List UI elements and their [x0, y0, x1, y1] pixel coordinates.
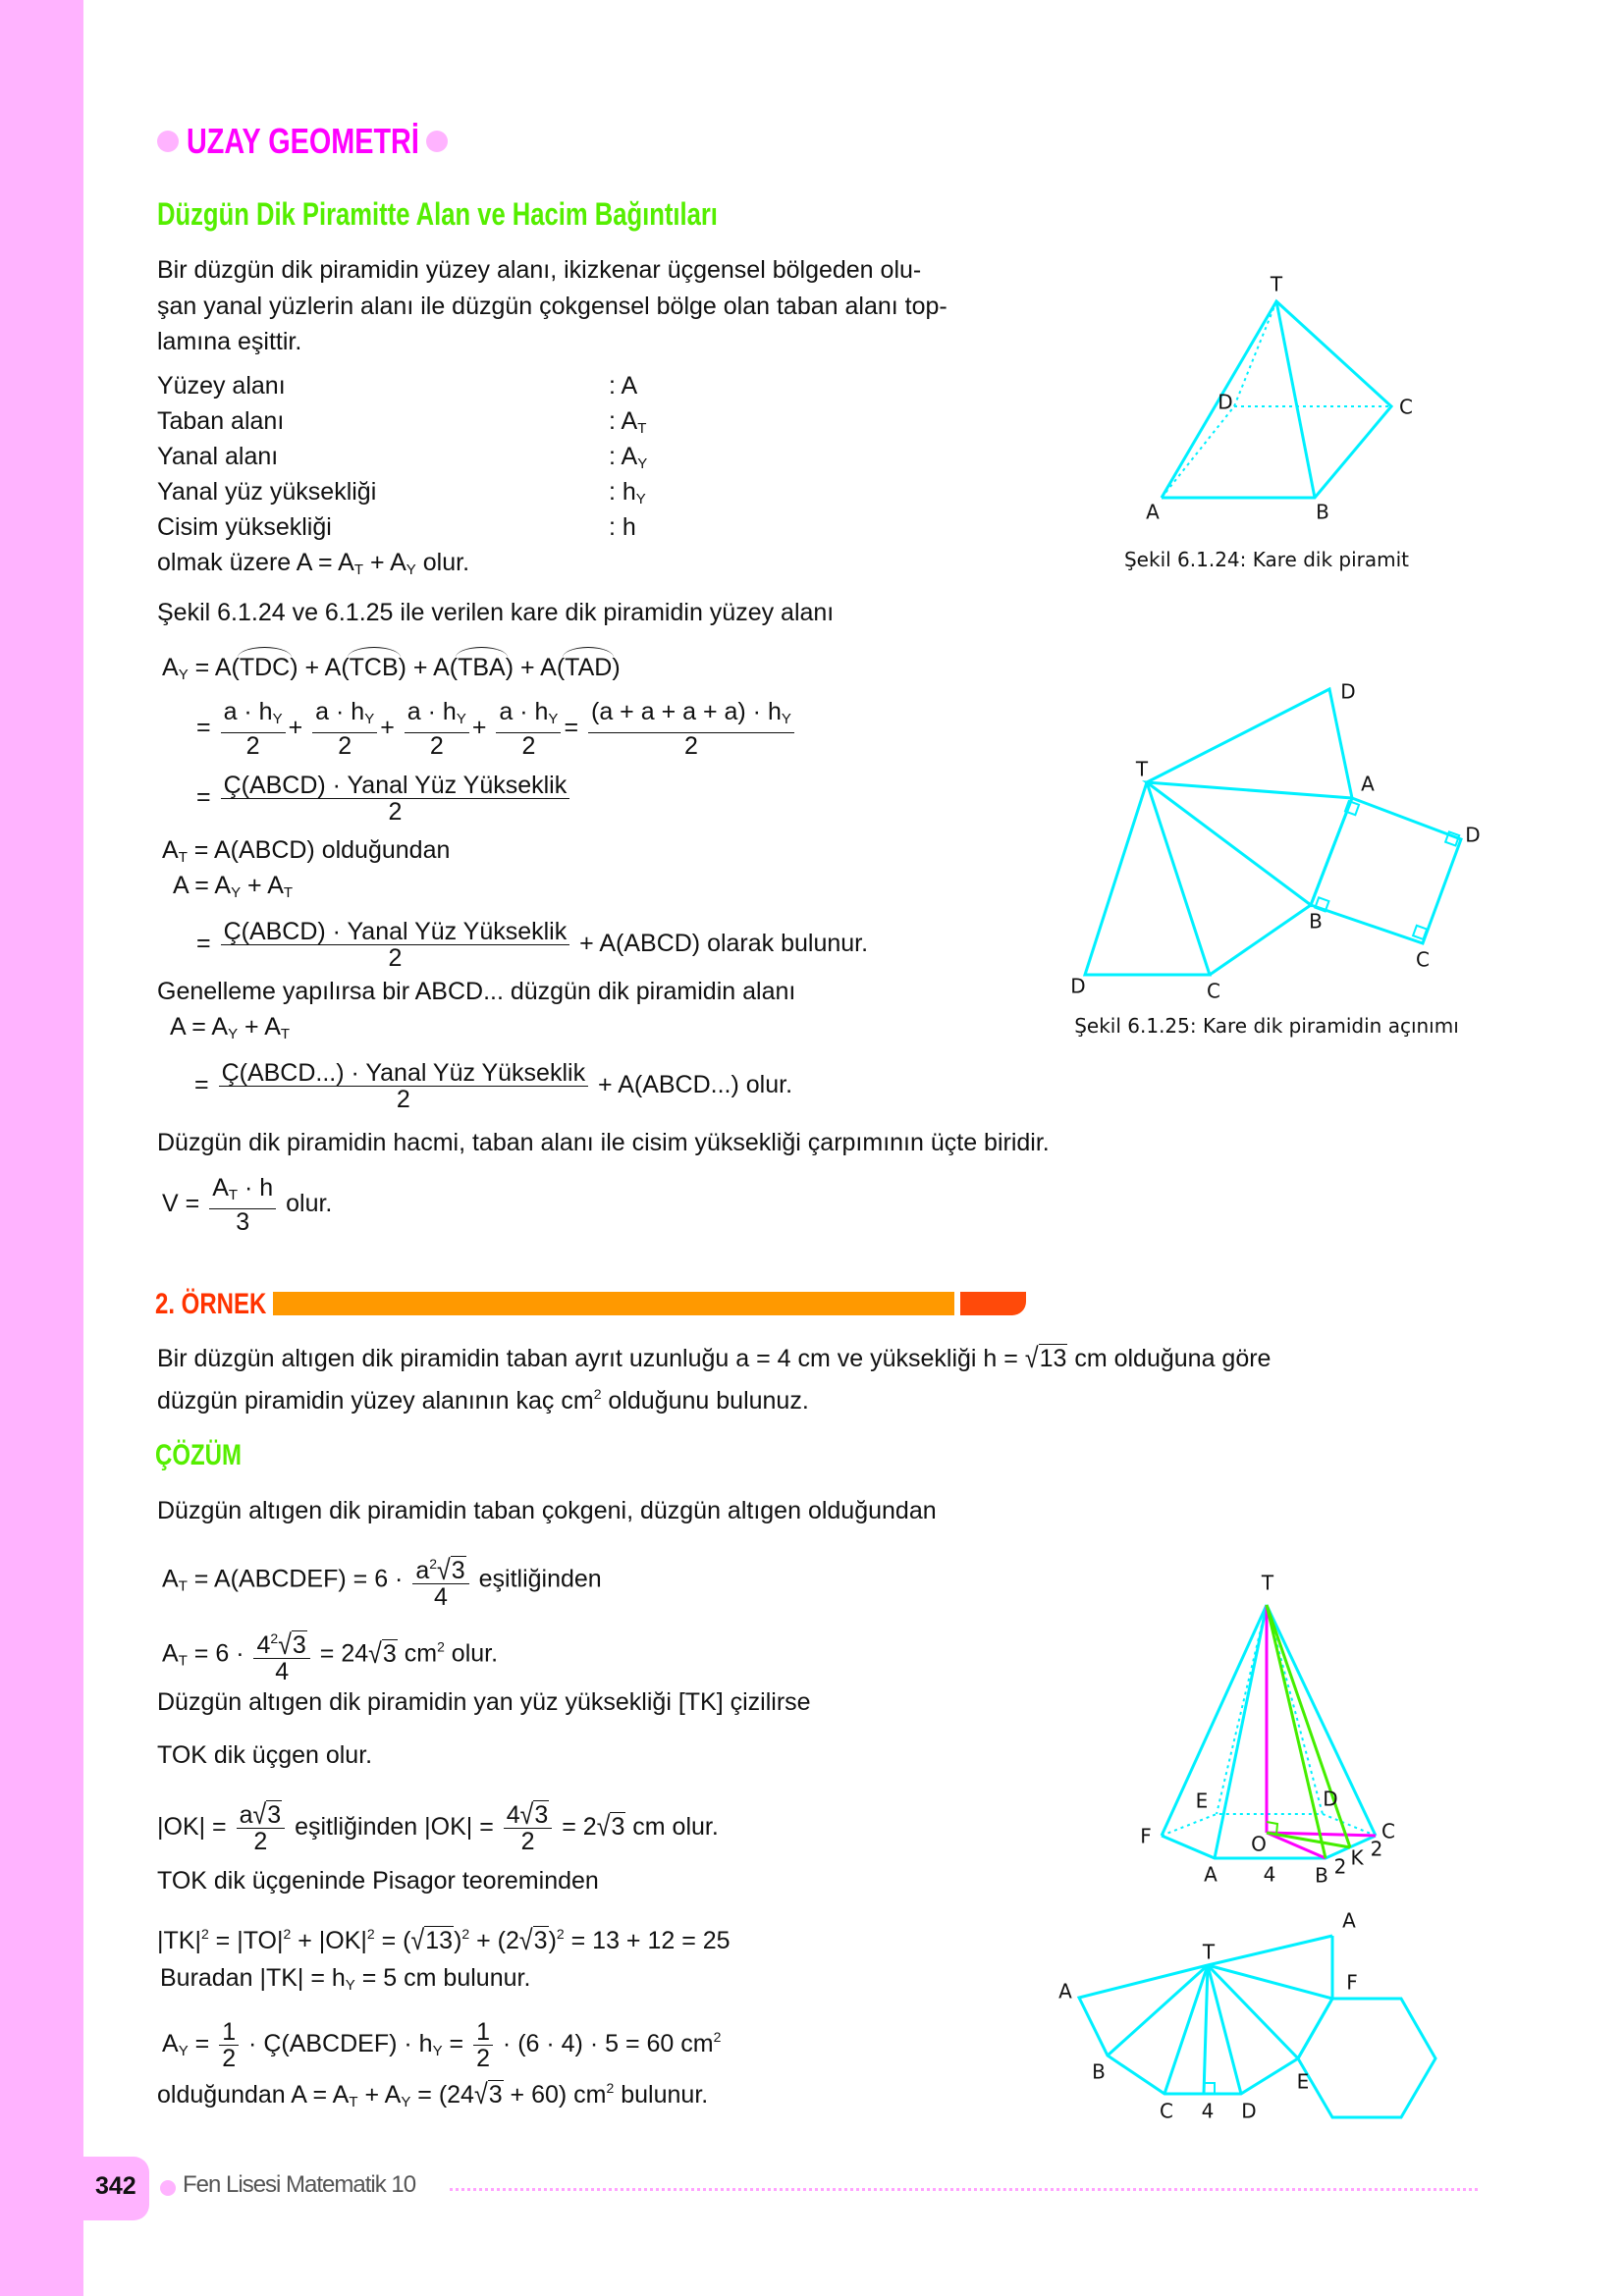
total-area-line: $A = A_Y + A_T$ — [173, 872, 294, 901]
vertex-label: F — [1140, 1824, 1152, 1848]
figure-caption: Şekil 6.1.24: Kare dik piramit — [1123, 548, 1410, 571]
edge-length-label: 4 — [1263, 1862, 1276, 1887]
solution-title: ÇÖZÜM — [155, 1439, 242, 1471]
intro-line: Bir düzgün dik piramidin yüzey alanı, ikizkenar üçgensel bölgeden olu- — [157, 256, 922, 284]
general-area-result: = $\frac{\text{Ç(ABCD...) · Yanal Yüz Yükseklik}}{2}$ + A(ABCD...) olur. — [194, 1059, 793, 1113]
total-area-result: = $\frac{\text{Ç(ABCD) · Yanal Yüz Yükseklik}}{2}$ + A(ABCD) olarak bulunur. — [196, 918, 869, 972]
example-title: 2. ÖRNEK — [155, 1288, 267, 1320]
lateral-area-sum: = $\frac{a \cdot h_Y}{2}$ + $\frac{a \cdot h_Y}{2}$ + $\frac{a \cdot h_Y}{2}$ + $\frac{a \cdot h_Y}{2}$ = $\frac{(a + a + a + a) \cdot h_Y}{2}$ — [196, 699, 797, 759]
solution-line: TOK dik üçgeninde Pisagor teoreminden — [157, 1867, 599, 1895]
edge-length-label: 2 — [1370, 1837, 1383, 1861]
vertex-label: B — [1315, 1863, 1328, 1888]
general-area-line: $A = A_Y + A_T$ — [170, 1013, 291, 1042]
question-line: düzgün piramidin yüzey alanının kaç $cm^2$ olduğunu bulunuz. — [157, 1386, 809, 1415]
pythagoras-formula: $|TK|^2 = |TO|^2 + |OK|^2 = (√13)^2 + (2√3)^2 = 13 + 12 = 25$ — [157, 1924, 731, 1957]
vertex-label: C — [1381, 1819, 1395, 1843]
footer-dotted-rule — [450, 2188, 1478, 2191]
figure-reference-text: Şekil 6.1.24 ve 6.1.25 ile verilen kare dik piramidin yüzey alanı — [157, 599, 835, 626]
lateral-area-perimeter: = $\frac{\text{Ç(ABCD) · Yanal Yüz Yükseklik}}{2}$ — [196, 773, 572, 825]
vertex-label: C — [1160, 2099, 1173, 2123]
volume-text: Düzgün dik piramidin hacmi, taban alanı ile cisim yüksekliği çarpımının üçte biridir. — [157, 1129, 1050, 1156]
lateral-area-def: $A_Y = A(TDC) + A(TCB) + A(TBA) + A(TAD)$ — [162, 650, 621, 693]
vertex-label: E — [1195, 1789, 1209, 1813]
vertex-label: D — [1070, 974, 1086, 998]
solution-line: Düzgün altıgen dik piramidin yan yüz yüksekliği [TK] çizilirse — [157, 1688, 811, 1716]
definition-label: Yanal alanı — [157, 443, 279, 470]
figure-hexagonal-pyramid — [1162, 1605, 1376, 1858]
vertex-label: C — [1207, 979, 1220, 1003]
vertex-label: B — [1092, 2059, 1106, 2084]
section-title: Düzgün Dik Piramitte Alan ve Hacim Bağıntıları — [157, 196, 718, 232]
vertex-label: C — [1399, 395, 1413, 419]
chapter-title: UZAY GEOMETRİ — [187, 121, 419, 161]
definition-symbol: : h — [609, 513, 636, 541]
footer-dot — [160, 2180, 176, 2196]
vertex-label: T — [1261, 1571, 1274, 1595]
vertex-label: C — [1416, 947, 1430, 972]
vertex-label: B — [1316, 500, 1329, 524]
vertex-label: A — [1342, 1908, 1356, 1933]
solution-line: Düzgün altıgen dik piramidin taban çokgeni, düzgün altıgen olduğundan — [157, 1497, 937, 1524]
page-number: 342 — [95, 2172, 136, 2200]
ok-formula: |OK| = $\frac{a√3}{2}$ eşitliğinden |OK| = $\frac{4√3}{2}$ = 2√3 cm olur. — [157, 1798, 719, 1855]
vertex-label: A — [1146, 500, 1160, 524]
definition-label: Yüzey alanı — [157, 372, 286, 400]
definition-symbol: : $h_Y$ — [609, 478, 646, 507]
figure2-labels — [1070, 680, 1480, 1039]
figure-hexagonal-net — [1079, 1936, 1435, 2117]
vertex-label: D — [1340, 679, 1356, 704]
base-area-line: $A_T$ = A(ABCD) olduğundan — [162, 836, 451, 866]
figure-square-pyramid — [1162, 301, 1391, 498]
vertex-label: A — [1204, 1862, 1218, 1887]
vertex-label: D — [1465, 823, 1481, 847]
vertex-label: O — [1251, 1832, 1267, 1856]
lateral-area-formula: $A_Y$ = $\frac{1}{2}$ · Ç(ABCDEF) · $h_Y$ = $\frac{1}{2}$ · (6 · 4) · 5 = 60 $cm^2$ — [162, 2018, 722, 2072]
vertex-label: A — [1058, 1979, 1072, 2003]
vertex-label: T — [1135, 757, 1149, 781]
generalization-text: Genelleme yapılırsa bir ABCD... düzgün dik piramidin alanı — [157, 978, 796, 1005]
vertex-label: T — [1202, 1940, 1216, 1964]
definition-symbol: : $A_T$ — [609, 407, 647, 437]
vertex-label: K — [1350, 1845, 1364, 1870]
definition-symbol: : $A_Y$ — [609, 443, 648, 472]
figure-pyramid-net — [1085, 689, 1461, 975]
definition-label: Cisim yüksekliği — [157, 513, 332, 541]
definition-label: Taban alanı — [157, 407, 285, 435]
base-area-formula: $A_T$ = A(ABCDEF) = 6 · $\frac{a^2√3}{4}$ eşitliğinden — [162, 1551, 602, 1610]
intro-line: şan yanal yüzlerin alanı ile düzgün çokgensel bölge olan taban alanı top- — [157, 293, 947, 320]
surface-formula: olmak üzere $A = A_T + A_Y$ olur. — [157, 549, 470, 578]
slant-height-result: Buradan $|TK| = h_Y = 5$ cm bulunur. — [160, 1964, 531, 1994]
volume-formula: V = $\frac{A_T \cdot h}{3}$ olur. — [162, 1174, 333, 1236]
edge-length-label: 4 — [1201, 2099, 1215, 2123]
vertex-label: T — [1270, 272, 1283, 296]
solution-line: TOK dik üçgen olur. — [157, 1741, 373, 1769]
vertex-label: E — [1296, 2069, 1310, 2094]
final-answer: olduğundan $A = A_T + A_Y = (24√3 + 60)$ $cm^2$ bulunur. — [157, 2078, 709, 2111]
question-line: Bir düzgün altıgen dik piramidin taban ayrıt uzunluğu a = 4 cm ve yüksekliği h = √13 cm olduğuna göre — [157, 1342, 1272, 1375]
vertex-label: F — [1346, 1970, 1358, 1995]
intro-line: lamına eşittir. — [157, 328, 302, 355]
vertex-label: A — [1361, 772, 1375, 796]
vertex-label: D — [1218, 390, 1233, 414]
figure-caption: Şekil 6.1.25: Kare dik piramidin açınımı — [1074, 1014, 1459, 1038]
base-area-value: $A_T = 6$ · $\frac{4^2√3}{4}$ = 24√3 $cm^2$ olur. — [162, 1626, 498, 1684]
vertex-label: B — [1309, 909, 1323, 934]
book-title: Fen Lisesi Matematik 10 — [183, 2171, 416, 2198]
definition-symbol: : A — [609, 372, 638, 400]
edge-length-label: 2 — [1333, 1854, 1347, 1879]
vertex-label: D — [1241, 2099, 1257, 2123]
vertex-label: D — [1323, 1787, 1338, 1811]
definition-label: Yanal yüz yüksekliği — [157, 478, 377, 506]
